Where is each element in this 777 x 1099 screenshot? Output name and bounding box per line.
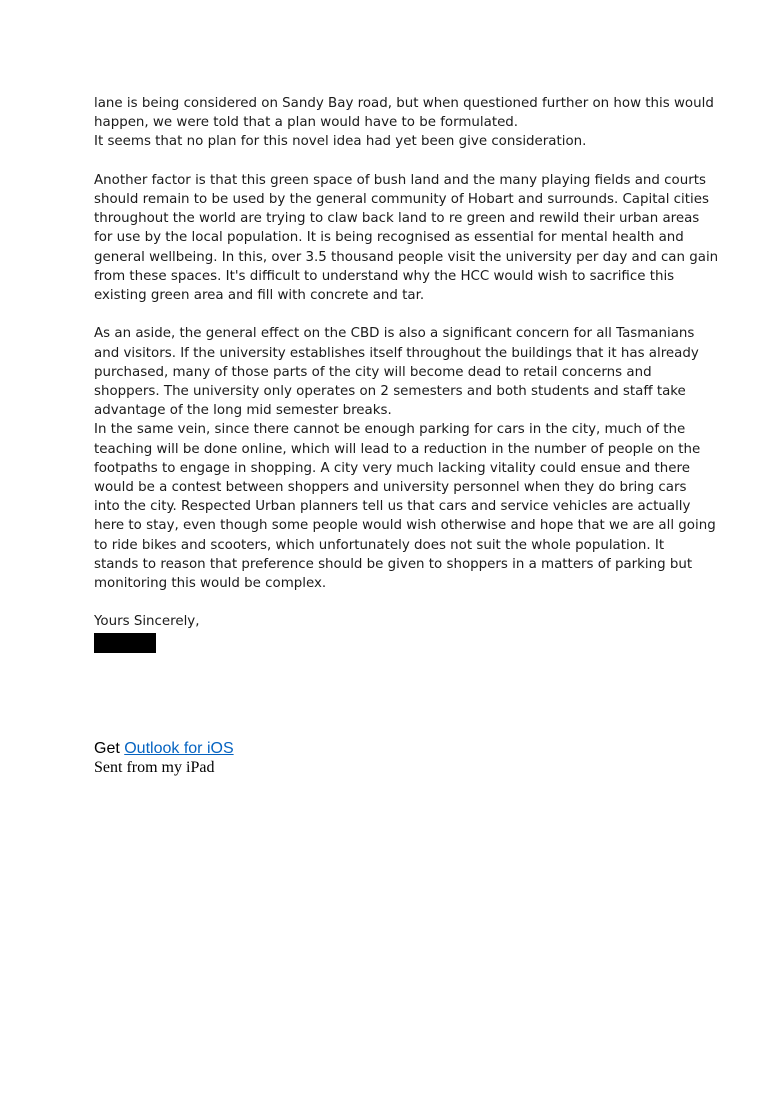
redacted-signature	[94, 633, 156, 653]
text-line: teaching will be done online, which will lead to a reduction in the number of people on the	[94, 441, 701, 457]
text-line: lane is being considered on Sandy Bay road, but when questioned further on how this would	[94, 96, 714, 111]
paragraph-spacer	[94, 593, 694, 612]
paragraph-2	[94, 171, 719, 305]
text-line: monitoring this would be complex.	[94, 576, 327, 592]
text-line: to ride bikes and scooters, which unfortunately does not suit the whole population. It	[94, 537, 665, 553]
text-line: It seems that no plan for this novel idea had yet been give consideration.	[94, 134, 587, 150]
paragraph-1	[94, 94, 714, 152]
text-line: advantage of the long mid semester breaks.	[94, 403, 392, 419]
text-line: should remain to be used by the general community of Hobart and surrounds. Capital cities	[94, 192, 709, 207]
text-line: into the city. Respected Urban planners tell us that cars and service vehicles are actually	[94, 499, 691, 515]
closing-salutation: Yours Sincerely,	[94, 614, 200, 630]
paragraph-spacer	[94, 305, 694, 324]
letter-body	[94, 94, 719, 653]
text-line: shoppers. The university only operates on 2 semesters and both students and staff take	[94, 384, 686, 400]
text-line: here to stay, even though some people would wish otherwise and hope that we are all going	[94, 518, 716, 534]
text-line: would be a contest between shoppers and university personnel when they do bring cars	[94, 480, 687, 496]
text-line: Another factor is that this green space of bush land and the many playing fields and courts	[94, 172, 706, 188]
text-line: throughout the world are trying to claw back land to re green and rewild their urban areas	[94, 211, 700, 227]
email-footer	[94, 739, 494, 777]
text-line: stands to reason that preference should be given to shoppers in a matters of parking but	[94, 556, 693, 572]
sent-from-signature: Sent from my iPad	[94, 759, 215, 776]
outlook-for-ios-link[interactable]: Outlook for iOS	[124, 740, 234, 757]
paragraph-spacer	[94, 152, 694, 171]
text-line: In the same vein, since there cannot be enough parking for cars in the city, much of the	[94, 422, 686, 438]
text-line: general wellbeing. In this, over 3.5 thousand people visit the university per day and can gain	[94, 249, 719, 265]
text-line: As an aside, the general effect on the CBD is also a significant concern for all Tasmanians	[94, 326, 695, 342]
paragraph-3	[94, 324, 716, 593]
text-line: for use by the local population. It is being recognised as essential for mental health and	[94, 230, 684, 246]
get-text: Get	[94, 740, 125, 757]
text-line: and visitors. If the university establishes itself throughout the buildings that it has already	[94, 345, 699, 361]
text-line: footpaths to engage in shopping. A city very much lacking vitality could ensue and there	[94, 460, 690, 476]
outlook-promo	[94, 739, 494, 758]
text-line: happen, we were told that a plan would have to be formulated.	[94, 115, 519, 131]
text-line: existing green area and fill with concrete and tar.	[94, 288, 425, 304]
text-line: purchased, many of those parts of the city will become dead to retail concerns and	[94, 364, 652, 380]
text-line: from these spaces. It's difficult to understand why the HCC would wish to sacrifice this	[94, 268, 675, 284]
